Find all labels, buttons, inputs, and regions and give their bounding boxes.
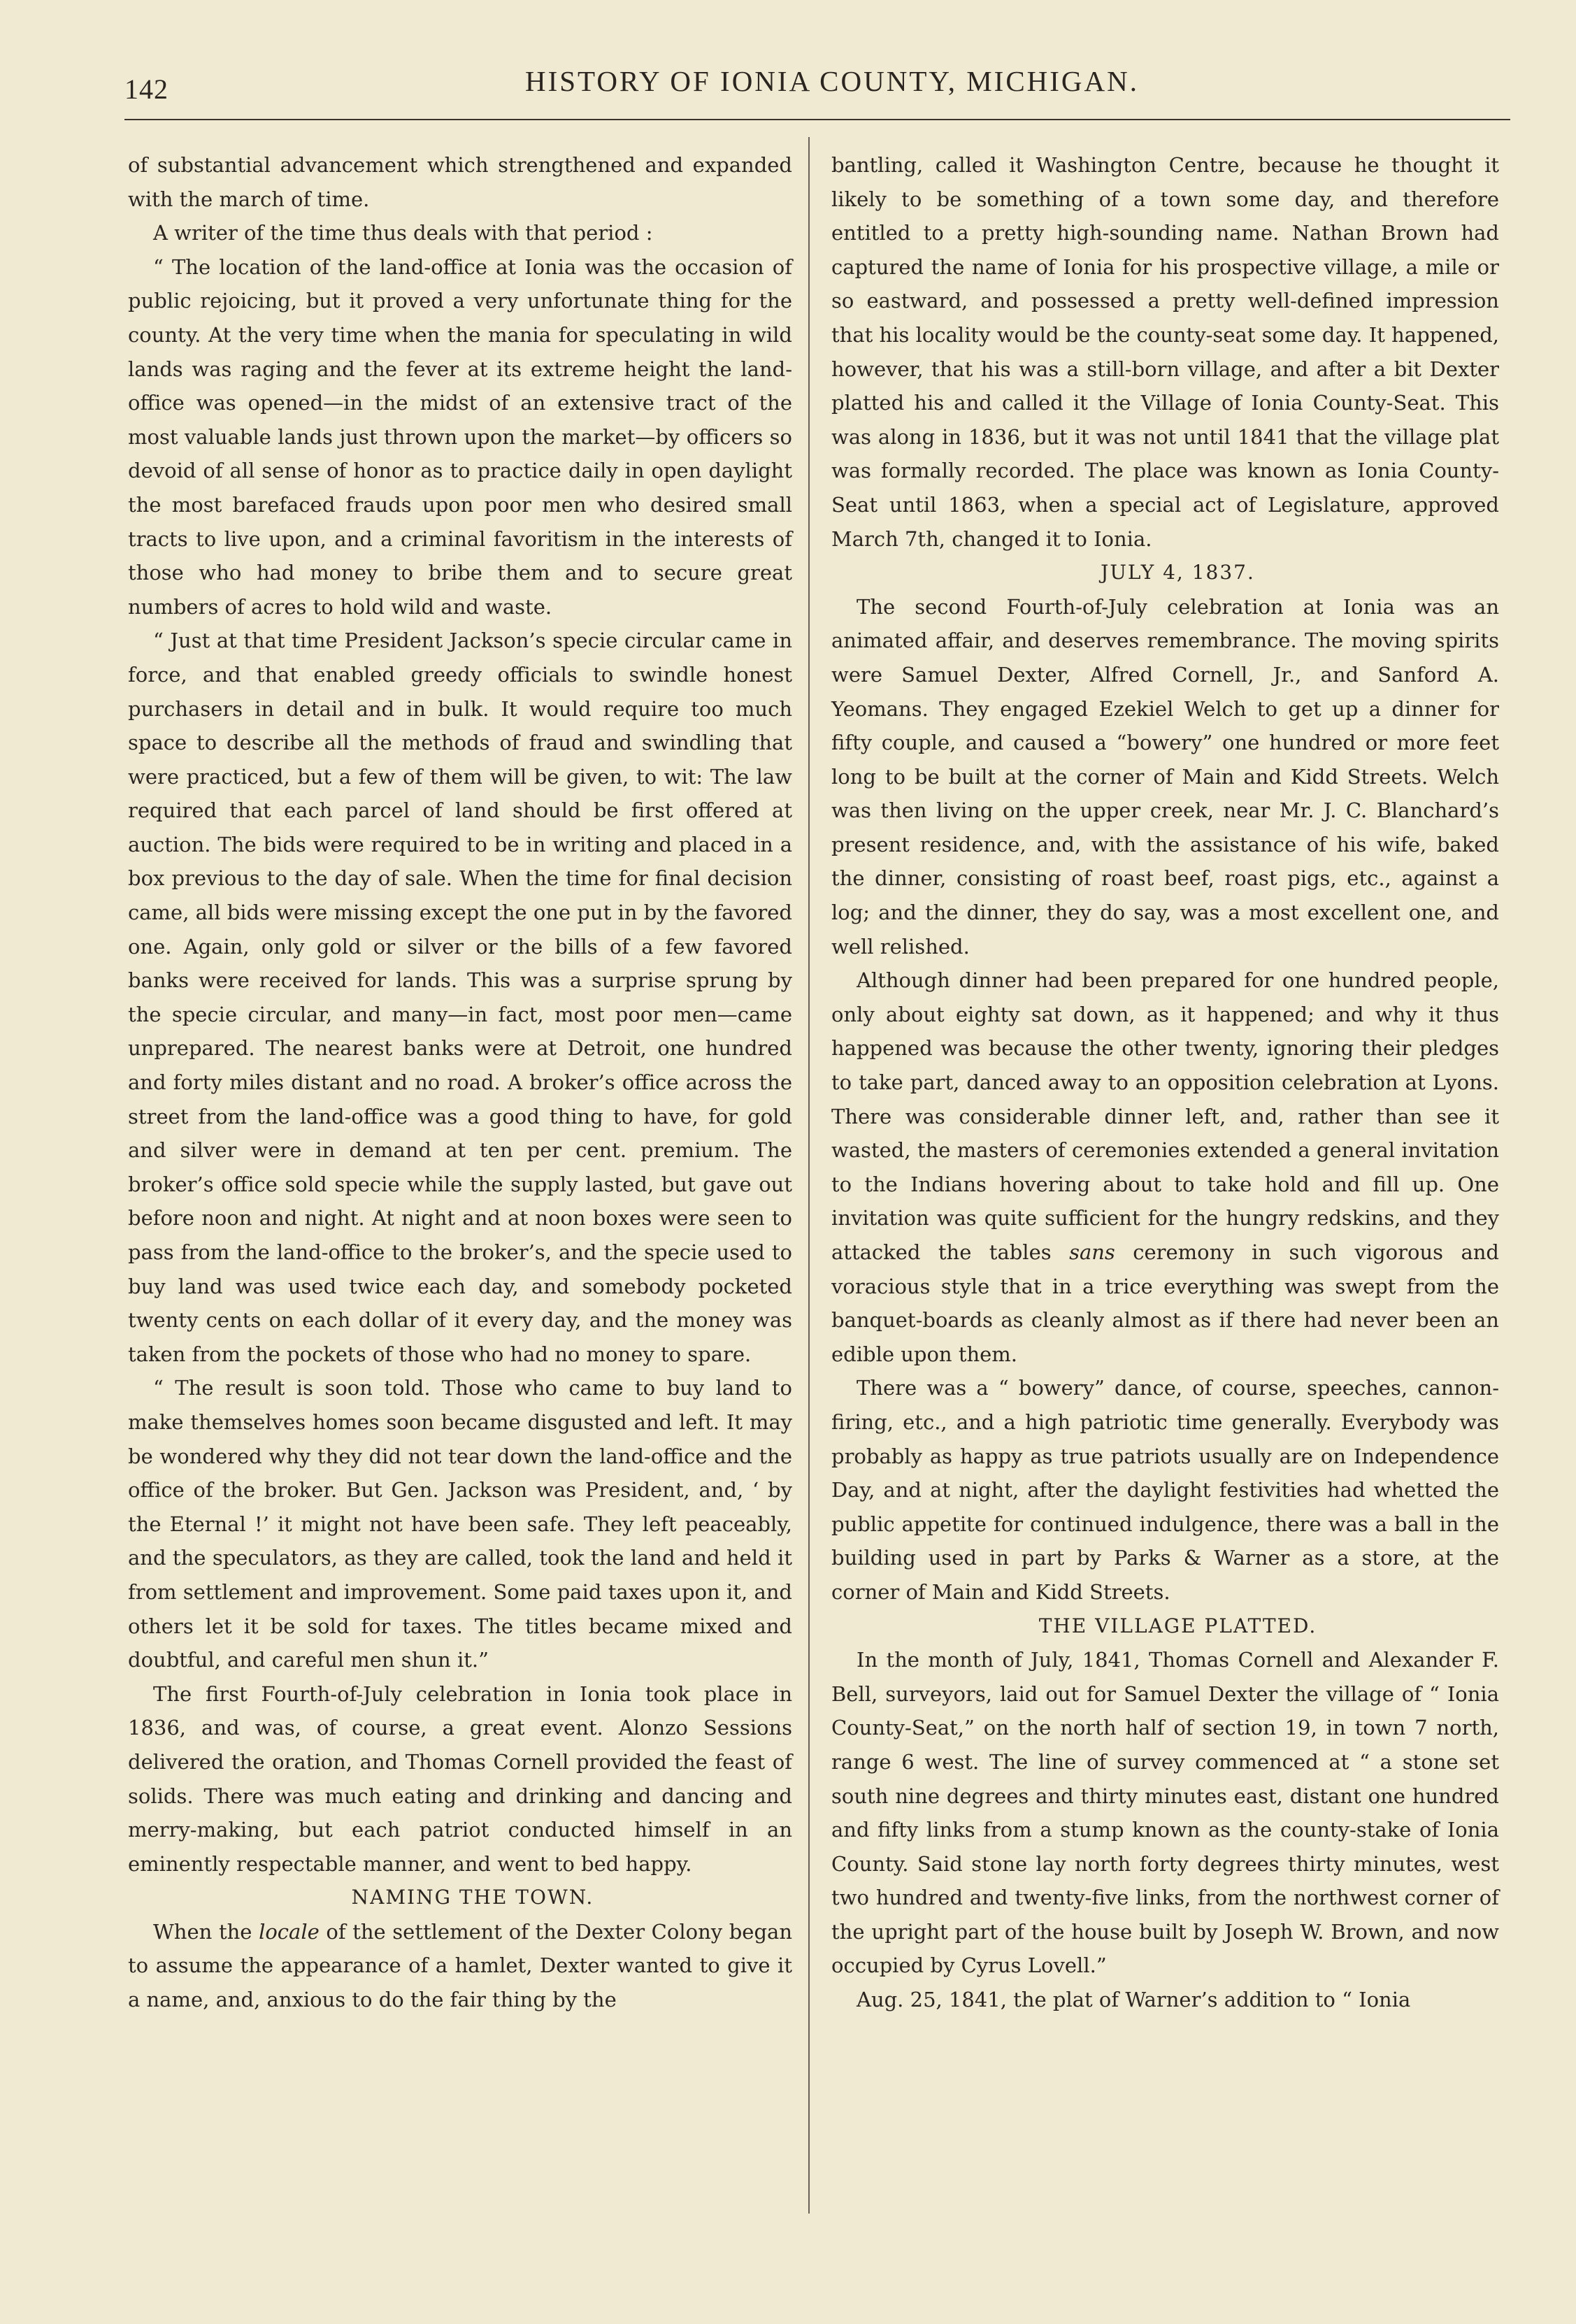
paragraph: The first Fourth-of-July celebration in Ionia took place in 1836, and was, of course, a great event. Alonzo Sessions delivered the oration, and Thomas Cornell provided the feast of solids. There was much eating and drinking and dancing and merry-making, but each patriot conducted himself in an eminently respectable manner, and went to bed happy. — [128, 1681, 792, 1876]
text-run: Although dinner had been prepared for one hundred people, only about eighty sat down, as it happened; and why it thus happened was because the other twenty, ignoring their pledges to take part, danced away to an opposition celebration at Lyons. There was considerable dinner left, and, rather than see it wasted, the masters of ceremonies extended a general invitation to the Indians hovering about to take hold and fill up. One invitation was quite sufficient for the hungry redskins, and they attacked the tables — [831, 968, 1499, 1264]
paragraph — [831, 963, 1499, 1371]
italic-word: sans — [1069, 1240, 1115, 1264]
paragraph: “ The result is soon told. Those who came to buy land to make themselves homes soon became disgusted and left. It may be wondered why they did not tear down the land-office and the office of the broker. But Gen. Jackson was President, and, ‘ by the Eternal !’ it might not have been safe. They left peaceably, and the speculators, as they are called, took the land and held it from settlement and improvement. Some paid taxes upon it, and others let it be sold for taxes. The titles became mixed and doubtful, and careful men shun it.” — [128, 1376, 792, 1672]
paragraph: In the month of July, 1841, Thomas Cornell and Alexander F. Bell, surveyors, laid out for Samuel Dexter the village of “ Ionia County-Seat,” on the north half of section 19, in town 7 north, range 6 west. The line of survey commenced at “ a stone set south nine degrees and thirty minutes east, distant one hundred and fifty links from a stump known as the county-stake of Ionia County. Said stone lay north forty degrees thirty minutes, west two hundred and twenty-five links, from the northwest corner of the upright part of the house built by Joseph W. Brown, and now occupied by Cyrus Lovell.” — [831, 1648, 1499, 1978]
paragraph: of substantial advancement which strengthened and expanded with the march of time. — [128, 153, 792, 211]
section-heading-july-4-1837: JULY 4, 1837. — [1101, 561, 1255, 584]
paragraph: bantling, called it Washington Centre, because he thought it likely to be something of a town some day, and therefore entitled to a pretty high-sounding name. Nathan Brown had captured the name of Ionia for his prospective village, a mile or so eastward, and possessed a pretty well-defined impression that his locality would be the county-seat some day. It happened, however, that his was a still-born village, and after a bit Dexter platted his and called it the Village of Ionia County-Seat. This was along in 1836, but it was not until 1841 that the village plat was formally recorded. The place was known as Ionia County-Seat until 1863, when a special act of Legislature, approved March 7th, changed it to Ionia. — [831, 153, 1499, 551]
section-heading-village-platted: THE VILLAGE PLATTED. — [1038, 1614, 1317, 1637]
paragraph: “ The location of the land-office at Ionia was the occasion of public rejoicing, but it proved a very unfortunate thing for the county. At the very time when the mania for speculating in wild lands was raging and the fever at its extreme height the land-office was opened—in the midst of an extensive tract of the most valuable lands just thrown upon the market—by officers so devoid of all sense of honor as to practice daily in open daylight the most barefaced frauds upon poor men who desired small tracts to live upon, and a criminal favoritism in the interests of those who had money to bribe them and to secure great numbers of acres to hold wild and waste. — [128, 254, 792, 619]
paragraph: There was a “ bowery” dance, of course, speeches, cannon-firing, etc., and a high patriotic time generally. Everybody was probably as happy as true patriots usually are on Independence Day, and at night, after the daylight festivities had whetted the public appetite for continued indulgence, there was a ball in the building used in part by Parks & Warner as a store, at the corner of Main and Kidd Streets. — [831, 1376, 1499, 1604]
section-heading-naming-the-town: NAMING THE TOWN. — [351, 1886, 594, 1909]
page-number: 142 — [124, 73, 169, 105]
paragraph: The second Fourth-of-July celebration at Ionia was an animated affair, and deserves remembrance. The moving spirits were Samuel Dexter, Alfred Cornell, Jr., and Sanford A. Yeomans. They engaged Ezekiel Welch to get up a dinner for fifty couple, and caused a “bowery” one hundred or more feet long to be built at the corner of Main and Kidd Streets. Welch was then living on the upper creek, near Mr. J. C. Blanchard’s present residence, and, with the assistance of his wife, baked the dinner, consisting of roast beef, roast pigs, etc., against a log; and the dinner, they do say, was a most excellent one, and well relished. — [831, 594, 1499, 959]
right-column — [831, 148, 1499, 2017]
paragraph: “ Just at that time President Jackson’s specie circular came in force, and that enabled greedy officials to swindle honest purchasers in detail and in bulk. It would require too much space to describe all the methods of fraud and swindling that were practiced, but a few of them will be given, to wit: The law required that each parcel of land should be first offered at auction. The bids were required to be in writing and placed in a box previous to the day of sale. When the time for final decision came, all bids were missing except the one put in by the favored one. Again, only gold or silver or the bills of a few favored banks were received for lands. This was a surprise sprung by the specie circular, and many—in fact, most poor men—came unprepared. The nearest banks were at Detroit, one hundred and forty miles distant and no road. A broker’s office across the street from the land-office was a good thing to have, for gold and silver were in demand at ten per cent. premium. The broker’s office sold specie while the supply lasted, but gave out before noon and night. At night and at noon boxes were seen to pass from the land-office to the broker’s, and the specie used to buy land was used twice each day, and somebody pocketed twenty cents on each dollar of it every day, and the money was taken from the pockets of those who had no money to spare. — [128, 629, 792, 1366]
page-header — [0, 0, 1576, 126]
text-run: When the — [153, 1919, 259, 1944]
italic-word: locale — [259, 1919, 320, 1944]
text-run: ceremony in such vigorous and voracious style that in a trice everything was swept from the banquet-boards as cleanly almost as if there had never been an edible upon them. — [831, 1240, 1499, 1366]
text-run: of the settlement of the Dexter Colony began to assume the appearance of a hamlet, Dexter wanted to give it a name, and, anxious to do the fair thing by the — [128, 1919, 792, 2012]
header-rule — [124, 119, 1510, 120]
paragraph: A writer of the time thus deals with that period : — [153, 221, 653, 245]
paragraph: Aug. 25, 1841, the plat of Warner’s addition to “ Ionia — [857, 1988, 1411, 2012]
running-title: HISTORY OF IONIA COUNTY, MICHIGAN. — [524, 65, 1140, 97]
left-column — [128, 148, 792, 2017]
column-divider — [808, 137, 810, 2214]
paragraph — [128, 1915, 792, 2017]
